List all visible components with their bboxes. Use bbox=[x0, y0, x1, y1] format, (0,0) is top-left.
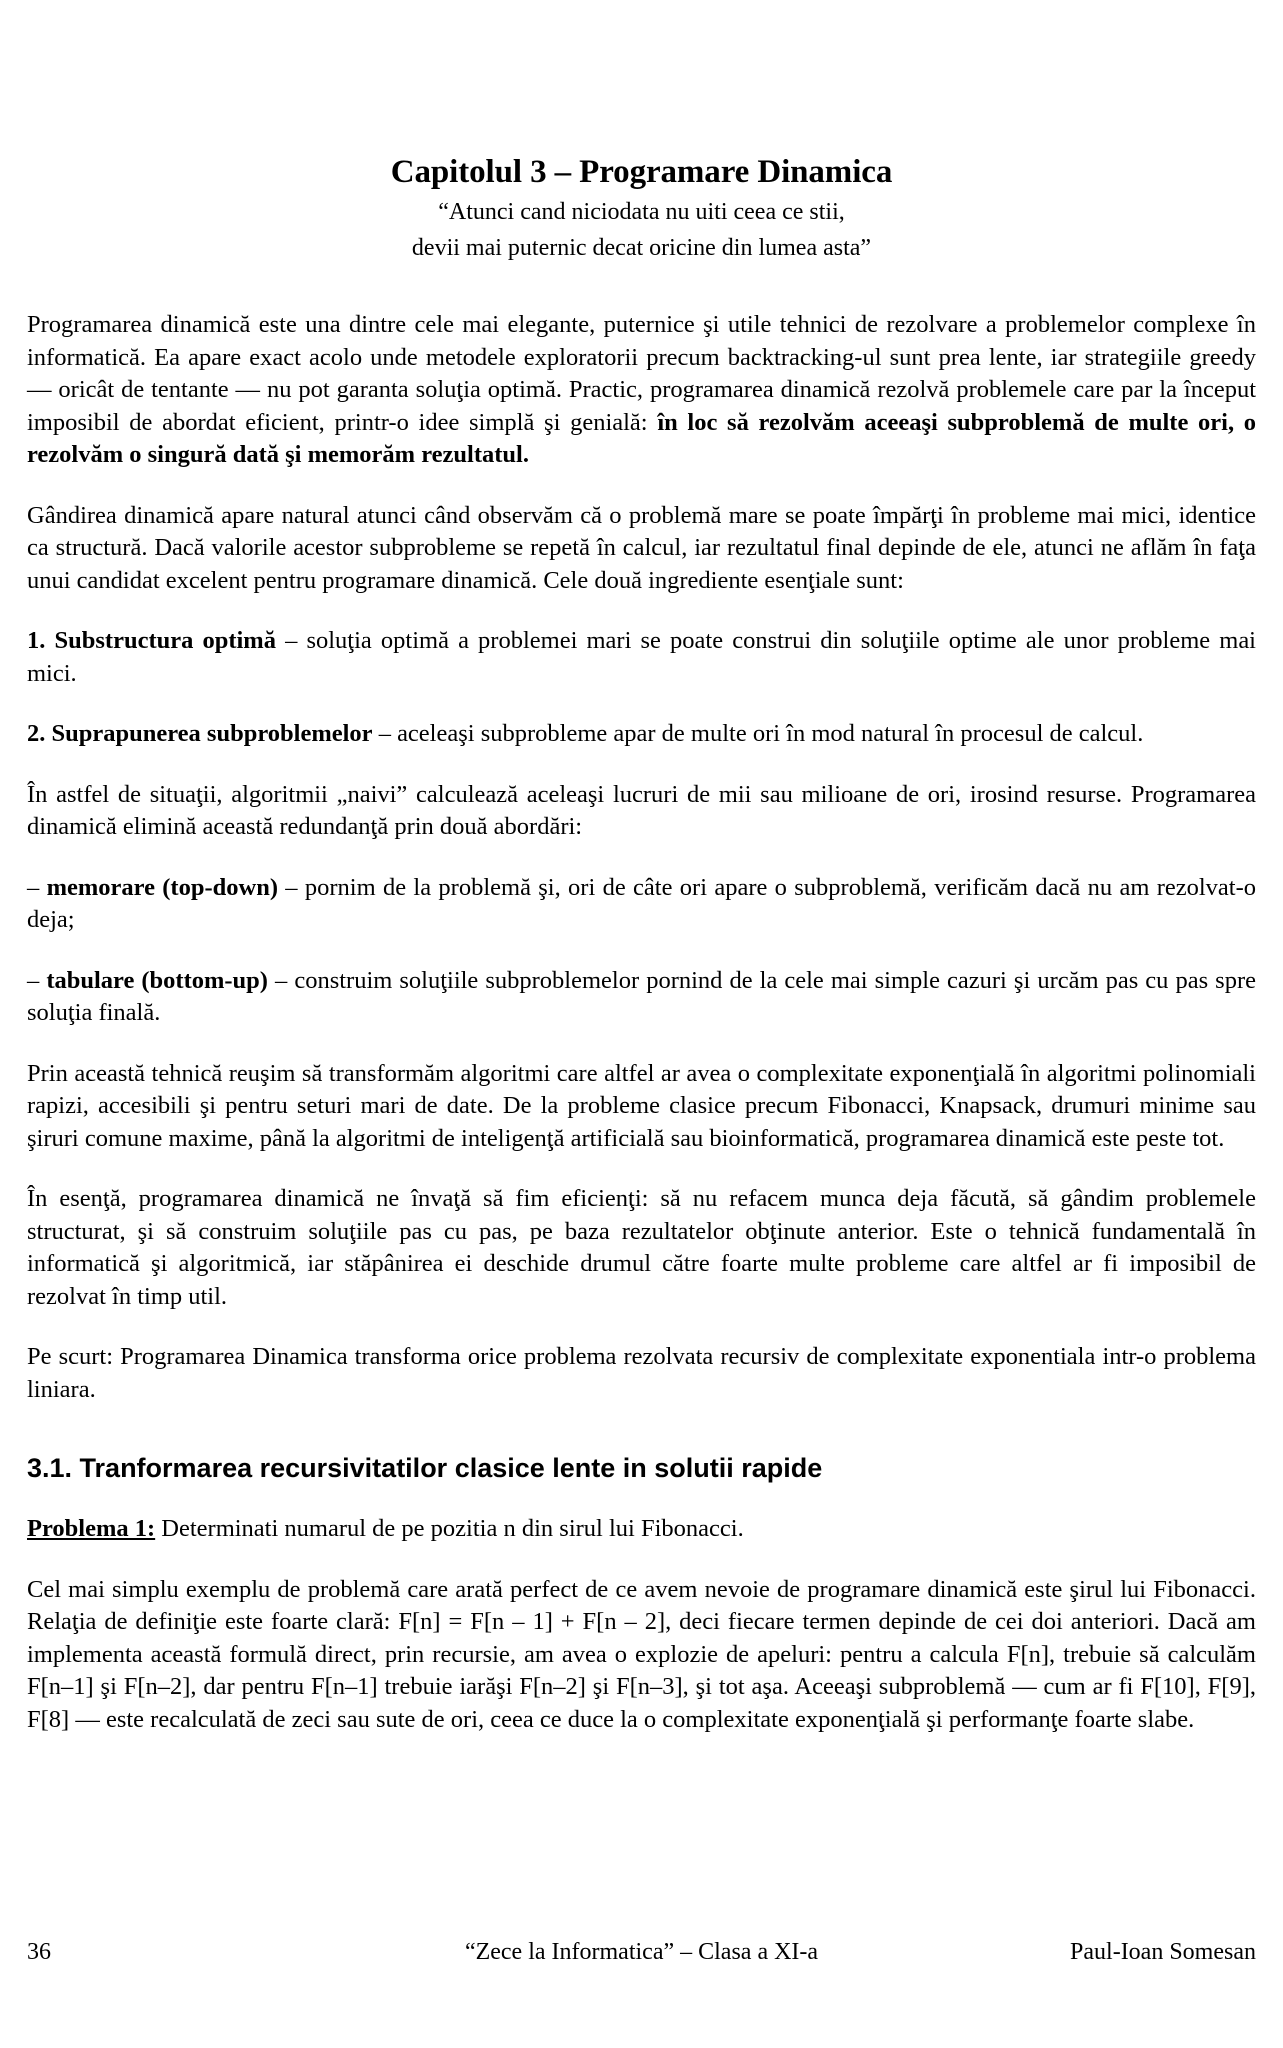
ingredient-label: 1. Substructura optimă bbox=[27, 627, 276, 654]
page-content bbox=[27, 0, 1256, 1736]
spacer bbox=[27, 690, 1256, 718]
approach-item-memorare bbox=[27, 872, 1256, 937]
spacer bbox=[27, 1155, 1256, 1183]
spacer bbox=[27, 844, 1256, 872]
epigraph-line-1: “Atunci cand niciodata nu uiti ceea ce stii, bbox=[438, 199, 845, 225]
intro-text: Programarea dinamică este una dintre cele mai elegante, puternice şi utile tehnici de rezolvare a problemelor complexe în informatică. Ea apare exact acolo unde metodele exploratorii precum backtracking-ul sunt prea lente, iar strategiile greedy — oricât de tentante — nu pot garanta soluţia optimă. Practic, programarea dinamică rezolvă problemele care par la început imposibil de abordat eficient, printr-o idee simplă şi genială: bbox=[27, 311, 1256, 436]
paragraph-closing-1: Prin această tehnică reuşim să transformăm algoritmi care altfel ar avea o complexitate exponenţială în algoritmi polinomiali rapizi, accesibili şi pentru seturi mari de date. De la probleme clasice precum Fibonacci, Knapsack, drumuri minime sau şiruri comune maxime, până la algoritmi de inteligenţă artificială sau bioinformatică, programarea dinamică este peste tot. bbox=[27, 1059, 1256, 1152]
ingredient-item-2 bbox=[27, 718, 1256, 751]
approach-label: memorare (top-down) bbox=[46, 873, 278, 901]
section-heading-3-1: 3.1. Tranformarea recursivitatilor clasice lente in solutii rapide bbox=[27, 1453, 823, 1483]
paragraph-approaches-intro: În astfel de situaţii, algoritmii „naivi” calculează aceleaşi lucruri de mii sau milioane de ori, irosind resurse. Programarea dinamică elimină această redundanţă prin două abordări: bbox=[27, 780, 1256, 840]
problem-label: Problema 1: bbox=[27, 1515, 156, 1542]
problem-statement bbox=[27, 1513, 1256, 1546]
title-block bbox=[27, 152, 1256, 264]
paragraph-intro-2: Gândirea dinamică apare natural atunci când observăm că o problemă mare se poate împărţi în probleme mai mici, identice ca structură. Dacă valorile acestor subprobleme se repetă în calcul, iar rezultatul final depinde de ele, atunci ne aflăm în faţa unui candidat excelent pentru programare dinamică. Cele două ingrediente esenţiale sunt: bbox=[27, 501, 1256, 594]
spacer bbox=[27, 1485, 1256, 1513]
footer-author: Paul-Ioan Somesan bbox=[1070, 1939, 1256, 1965]
paragraph-intro-1 bbox=[27, 309, 1256, 472]
spacer bbox=[27, 472, 1256, 500]
spacer bbox=[27, 937, 1256, 965]
paragraph-closing-2: În esenţă, programarea dinamică ne învaţă să fim eficienţi: să nu refacem munca deja făcută, să gândim problemele structurat, şi să construim soluţiile pas cu pas, pe baza rezultatelor obţinute anterior. Este o tehnică fundamentală în informatică şi algoritmică, iar stăpânirea ei deschide drumul către foarte multe probleme care altfel ar fi imposibil de rezolvat în timp util. bbox=[27, 1185, 1256, 1310]
approach-text: – pornim de la problemă şi, ori de câte ori apare o subproblemă, verificăm dacă nu am rezolvat-o deja; bbox=[27, 873, 1257, 933]
spacer bbox=[27, 751, 1256, 779]
ingredient-label: 2. Suprapunerea subproblemelor bbox=[27, 720, 373, 747]
spacer bbox=[27, 1313, 1256, 1341]
approach-label: tabulare (bottom-up) bbox=[46, 966, 268, 994]
spacer bbox=[27, 1030, 1256, 1058]
ingredient-item-1 bbox=[27, 625, 1256, 690]
spacer bbox=[27, 1546, 1256, 1574]
spacer bbox=[27, 597, 1256, 625]
ingredient-text: – soluţia optimă a problemei mari se poate construi din soluţiile optime ale unor probleme mai mici. bbox=[27, 627, 1256, 687]
approach-item-tabulare bbox=[27, 965, 1256, 1030]
footer-page-number: 36 bbox=[27, 1939, 51, 1965]
epigraph-line-2: devii mai puternic decat oricine din lumea asta” bbox=[411, 235, 872, 261]
approach-text: – construim soluţiile subproblemelor pornind de la cele mai simple cazuri şi urcăm pas cu pas spre soluţia finală. bbox=[27, 966, 1257, 1026]
problem-text: Determinati numarul de pe pozitia n din sirul lui Fibonacci. bbox=[155, 1515, 744, 1542]
footer-book-title: “Zece la Informatica” – Clasa a XI-a bbox=[464, 1939, 819, 1965]
spacer bbox=[27, 1406, 1256, 1451]
approach-dash: – bbox=[27, 966, 47, 994]
page-footer bbox=[27, 1937, 1256, 1967]
paragraph-fibonacci-explanation: Cel mai simplu exemplu de problemă care arată perfect de ce avem nevoie de programare dinamică este şirul lui Fibonacci. Relaţia de definiţie este foarte clară: F[n] = F[n – 1] + F[n – 2], deci fiecare termen depinde de cei doi anteriori. Dacă am implementa această formulă direct, prin recursie, am avea o explozie de apeluri: pentru a calcula F[n], trebuie să calculăm F[n–1] şi F[n–2], dar pentru F[n–1] trebuie iarăşi F[n–2] şi F[n–3], şi tot aşa. Aceeaşi subproblemă — cum ar fi F[10], F[9], F[8] — este recalculată de zeci sau sute de ori, ceea ce duce la o complexitate exponenţială şi performanţe foarte slabe. bbox=[27, 1575, 1256, 1733]
paragraph-closing-3: Pe scurt: Programarea Dinamica transforma orice problema rezolvata recursiv de complexitate exponentiala intr-o problema liniara. bbox=[27, 1343, 1256, 1403]
approach-dash: – bbox=[27, 873, 47, 901]
intro-emphasis: în loc să rezolvăm aceeaşi subproblemă de multe ori, o rezolvăm o singură dată şi memorăm rezultatul. bbox=[27, 408, 1257, 468]
page-title: Capitolul 3 – Programare Dinamica bbox=[390, 154, 893, 190]
spacer bbox=[27, 264, 1256, 309]
ingredient-text: – aceleaşi subprobleme apar de multe ori în mod natural în procesul de calcul. bbox=[372, 720, 1144, 747]
